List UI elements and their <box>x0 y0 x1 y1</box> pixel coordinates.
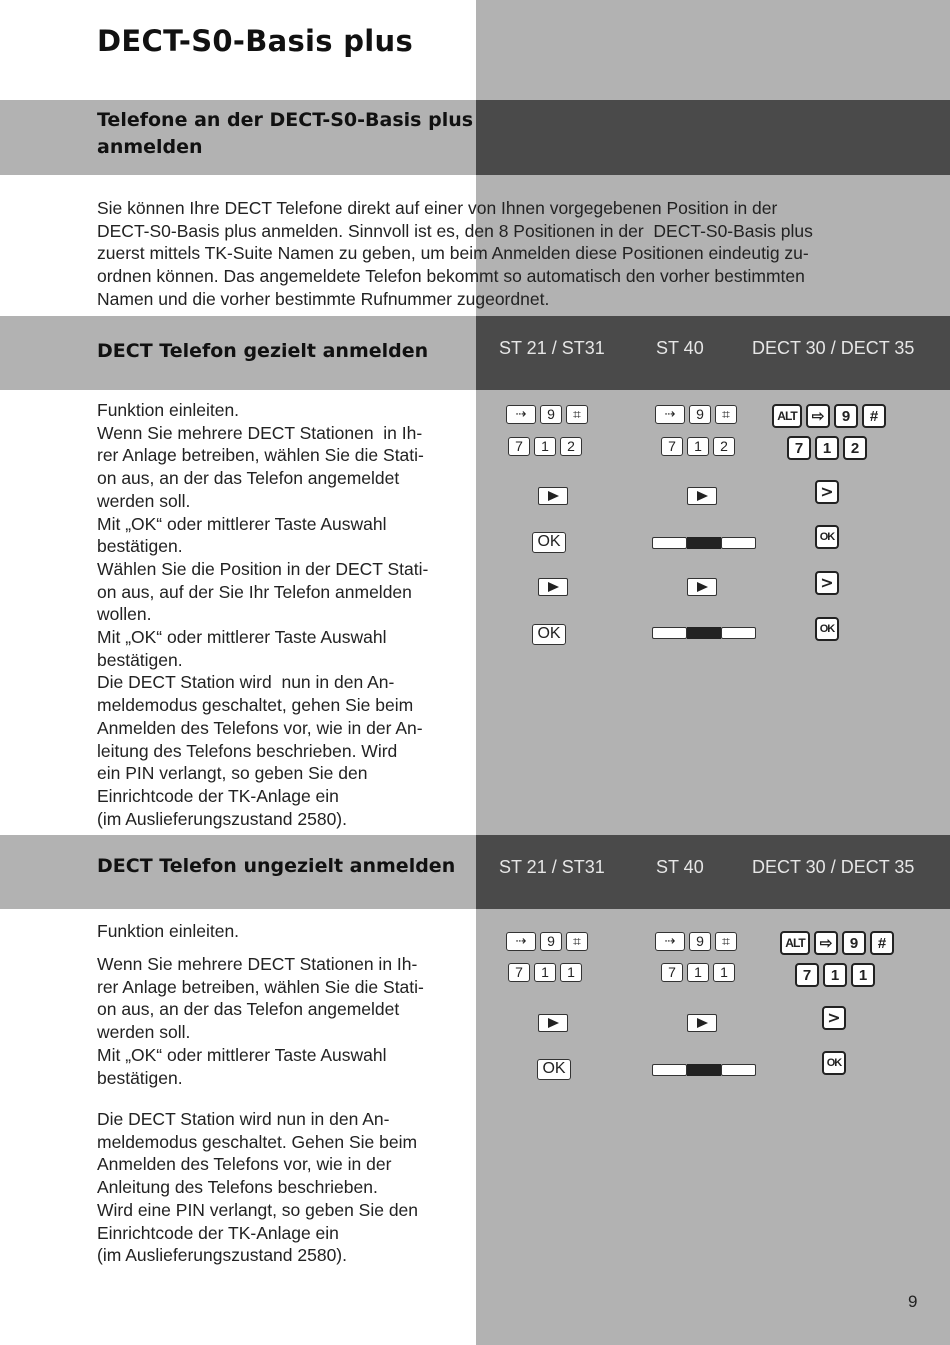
hash-key-icon: # <box>862 404 886 428</box>
intro-paragraph: Sie können Ihre DECT Telefone direkt auf einer von Ihnen vorgegebenen Position in der DECT-S0-Basis plus anmelden. Sinnvoll ist es, den 8 Positionen in der DECT-S0-Basis plus zuerst mittels TK-Suite Namen zu geben, um beim Anmelden diese Positionen eindeutig zu- ordnen können. Das angemeldete Telefon bekommt so automatisch den vorher bestimmten Namen und die vorher bestimmte Rufnummer zugeordnet. <box>97 198 813 309</box>
key-sequence <box>655 405 737 424</box>
softkey-bar-icon <box>652 627 756 639</box>
softkey-bar-icon <box>652 1064 756 1076</box>
digit-key: 2 <box>843 436 867 460</box>
navigation-right-key-icon <box>538 578 568 596</box>
digit-key: 1 <box>823 963 847 987</box>
digit-key: 1 <box>851 963 875 987</box>
digit-key: 7 <box>508 437 530 456</box>
column-label-st21: ST 21 / ST31 <box>499 338 605 358</box>
ok-key-label: OK <box>815 617 839 641</box>
ok-key-label: OK <box>532 624 566 645</box>
key-sequence <box>787 436 867 460</box>
digit-key: 9 <box>689 405 711 424</box>
digit-key: 9 <box>540 932 562 951</box>
digit-key: 9 <box>842 931 866 955</box>
digit-key: 9 <box>834 404 858 428</box>
digit-key: 7 <box>787 436 811 460</box>
section-heading-line: anmelden <box>97 136 203 158</box>
key-sequence <box>795 963 875 987</box>
column-label-dect30: DECT 30 / DECT 35 <box>752 338 915 358</box>
navigation-right-key-icon <box>687 578 717 596</box>
section-heading: DECT Telefon ungezielt anmelden <box>97 855 456 877</box>
instruction-text: Funktion einleiten. Wenn Sie mehrere DECT Stationen in Ih- rer Anlage betreiben, wählen Sie die Stati- on aus, an der das Telefon angemeldet werden soll. Mit „OK“ oder mittlerer Taste Auswahl bestätigen. Wählen Sie die Position in der DECT Stati- on aus, auf der Sie Ihr Telefon anmelden wollen. Mit „OK“ oder mittlerer Taste Auswahl bestätigen. Die DECT Station wird nun in den An- meldemodus geschaltet, gehen Sie beim Anmelden des Telefons vor, wie in der An- leitung des Telefons beschrieben. Wird ein PIN verlangt, so geben Sie den Einrichtcode der TK-Anlage ein (im Auslieferungszustand 2580). <box>97 400 429 829</box>
instruction-text: Funktion einleiten. <box>97 921 240 941</box>
navigation-right-key-icon <box>538 487 568 505</box>
digit-key: 9 <box>689 932 711 951</box>
instruction-text: Die DECT Station wird nun in den An- meldemodus geschaltet. Gehen Sie beim Anmelden des Telefons vor, wie in der Anleitung des Telefons beschrieben. Wird eine PIN verlangt, so geben Sie den Einrichtcode der TK-Anlage ein (im Auslieferungszustand 2580). <box>97 1109 419 1266</box>
ok-key <box>815 617 839 641</box>
digit-key: 1 <box>815 436 839 460</box>
navigation-right-key-icon <box>687 487 717 505</box>
softkey-bar-icon <box>652 537 756 549</box>
key-sequence <box>508 963 582 982</box>
digit-key: 1 <box>687 963 709 982</box>
key-sequence <box>655 932 737 951</box>
digit-key: 1 <box>713 963 735 982</box>
digit-key: 9 <box>540 405 562 424</box>
ok-key <box>822 1051 846 1075</box>
digit-key: 1 <box>687 437 709 456</box>
navigation-right-key-icon <box>538 1014 568 1032</box>
digit-key: 7 <box>508 963 530 982</box>
section-header-band-dark <box>476 100 950 175</box>
digit-key: 2 <box>713 437 735 456</box>
digit-key: 2 <box>560 437 582 456</box>
digit-key: 1 <box>534 437 556 456</box>
page-title: DECT-S0-Basis plus <box>97 24 414 58</box>
navigation-right-key-icon: > <box>815 480 839 504</box>
instruction-text: Wenn Sie mehrere DECT Stationen in Ih- rer Anlage betreiben, wählen Sie die Stati- on aus, an der das Telefon angemeldet werden soll. Mit „OK“ oder mittlerer Taste Auswahl bestätigen. <box>97 954 424 1088</box>
ok-key-label: OK <box>822 1051 846 1075</box>
navigation-right-key-icon: > <box>822 1006 846 1030</box>
ok-key-label: OK <box>532 532 566 553</box>
forward-key-icon: ⇢ <box>655 405 685 424</box>
key-sequence <box>780 931 894 955</box>
key-sequence <box>506 932 588 951</box>
column-label-st40: ST 40 <box>656 857 704 877</box>
ok-key <box>537 1058 571 1080</box>
key-sequence <box>661 437 735 456</box>
forward-key-icon: ⇨ <box>814 931 838 955</box>
ok-key-label: OK <box>815 525 839 549</box>
alt-key-icon: ALT <box>780 931 810 955</box>
hash-key-icon: ⌗ <box>715 405 737 424</box>
hash-key-icon: ⌗ <box>715 932 737 951</box>
ok-key-label: OK <box>537 1059 571 1080</box>
forward-key-icon: ⇢ <box>655 932 685 951</box>
digit-key: 1 <box>560 963 582 982</box>
digit-key: 7 <box>661 437 683 456</box>
column-label-dect30: DECT 30 / DECT 35 <box>752 857 915 877</box>
section-heading-line: Telefone an der DECT-S0-Basis plus <box>97 109 474 131</box>
section-heading: DECT Telefon gezielt anmelden <box>97 340 429 362</box>
hash-key-icon: ⌗ <box>566 405 588 424</box>
ok-key <box>532 531 566 553</box>
key-sequence <box>661 963 735 982</box>
ok-key <box>815 525 839 549</box>
hash-key-icon: # <box>870 931 894 955</box>
column-label-st40: ST 40 <box>656 338 704 358</box>
forward-key-icon: ⇢ <box>506 932 536 951</box>
navigation-right-key-icon <box>687 1014 717 1032</box>
hash-key-icon: ⌗ <box>566 932 588 951</box>
page-number: 9 <box>908 1292 918 1311</box>
ok-key <box>532 623 566 645</box>
key-sequence <box>772 404 886 428</box>
key-sequence <box>506 405 588 424</box>
digit-key: 7 <box>661 963 683 982</box>
digit-key: 7 <box>795 963 819 987</box>
alt-key-icon: ALT <box>772 404 802 428</box>
digit-key: 1 <box>534 963 556 982</box>
forward-key-icon: ⇢ <box>506 405 536 424</box>
forward-key-icon: ⇨ <box>806 404 830 428</box>
key-sequence <box>508 437 582 456</box>
column-label-st21: ST 21 / ST31 <box>499 857 605 877</box>
navigation-right-key-icon: > <box>815 571 839 595</box>
section-heading <box>97 107 473 161</box>
